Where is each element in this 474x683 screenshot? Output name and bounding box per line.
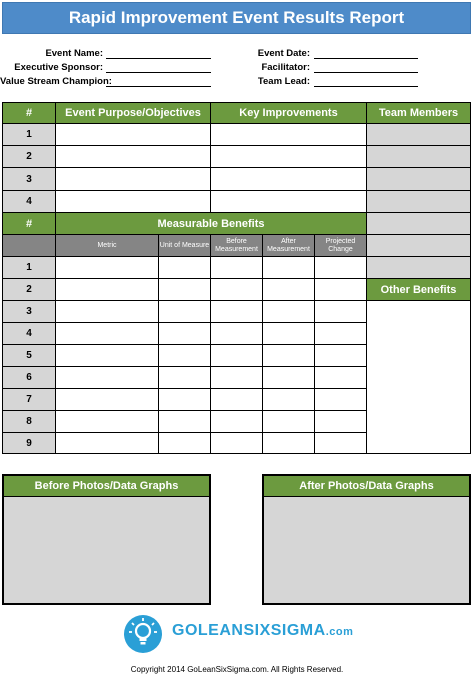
- improvement-cell[interactable]: [210, 190, 367, 213]
- metric-cell[interactable]: [55, 432, 159, 454]
- top-row-number: 4: [2, 190, 56, 213]
- metric-cell[interactable]: [55, 300, 159, 323]
- change-cell[interactable]: [314, 410, 367, 433]
- before-photos-header: Before Photos/Data Graphs: [2, 474, 211, 498]
- purpose-cell[interactable]: [55, 145, 211, 168]
- after-cell[interactable]: [262, 256, 315, 279]
- metric-cell[interactable]: [55, 410, 159, 433]
- event-name-label: Event Name:: [45, 48, 103, 59]
- unit-cell[interactable]: [158, 300, 211, 323]
- executive-sponsor-label: Executive Sponsor:: [14, 62, 103, 73]
- after-cell[interactable]: [262, 366, 315, 389]
- metric-cell[interactable]: [55, 388, 159, 411]
- metric-cell[interactable]: [55, 344, 159, 367]
- benefit-row-number: 4: [2, 322, 56, 345]
- team-member-cell[interactable]: [366, 256, 471, 279]
- change-cell[interactable]: [314, 278, 367, 301]
- facilitator-field[interactable]: [314, 63, 418, 73]
- change-cell[interactable]: [314, 432, 367, 454]
- unit-cell[interactable]: [158, 256, 211, 279]
- top-row-number: 2: [2, 145, 56, 168]
- team-member-cell[interactable]: [366, 145, 471, 168]
- value-stream-champion-label: Value Stream Champion:: [0, 76, 112, 87]
- change-cell[interactable]: [314, 300, 367, 323]
- lightbulb-logo-icon: [124, 615, 162, 653]
- before-cell[interactable]: [210, 300, 263, 323]
- team-lead-field[interactable]: [314, 77, 418, 87]
- change-cell[interactable]: [314, 256, 367, 279]
- before-cell[interactable]: [210, 278, 263, 301]
- unit-cell[interactable]: [158, 410, 211, 433]
- benefit-row-number: 3: [2, 300, 56, 323]
- before-cell[interactable]: [210, 432, 263, 454]
- unit-cell[interactable]: [158, 388, 211, 411]
- brand-suffix: .com: [325, 626, 354, 638]
- before-cell[interactable]: [210, 344, 263, 367]
- improvement-cell[interactable]: [210, 123, 367, 146]
- page-title: Rapid Improvement Event Results Report: [2, 2, 471, 34]
- unit-cell[interactable]: [158, 322, 211, 345]
- event-date-field[interactable]: [314, 49, 418, 59]
- purpose-header: Event Purpose/Objectives: [55, 102, 211, 124]
- change-cell[interactable]: [314, 366, 367, 389]
- benefit-row-number: 2: [2, 278, 56, 301]
- improvement-cell[interactable]: [210, 167, 367, 191]
- before-photos-area[interactable]: [2, 497, 211, 605]
- team-member-cell[interactable]: [366, 167, 471, 191]
- after-cell[interactable]: [262, 300, 315, 323]
- purpose-cell[interactable]: [55, 190, 211, 213]
- after-photos-area[interactable]: [262, 497, 471, 605]
- purpose-cell[interactable]: [55, 167, 211, 191]
- improvements-header: Key Improvements: [210, 102, 367, 124]
- metric-cell[interactable]: [55, 256, 159, 279]
- before-cell[interactable]: [210, 366, 263, 389]
- brand-name: GOLEANSIXSIGMA: [172, 622, 326, 639]
- unit-cell[interactable]: [158, 366, 211, 389]
- after-cell[interactable]: [262, 322, 315, 345]
- top-num-header: #: [2, 102, 56, 124]
- top-row-number: 1: [2, 123, 56, 146]
- other-benefits-header: Other Benefits: [366, 278, 471, 301]
- event-date-label: Event Date:: [257, 48, 310, 59]
- benefits-num-subheader: [2, 234, 56, 257]
- value-stream-champion-field[interactable]: [106, 77, 211, 87]
- before-measurement-subheader: Before Measurement: [210, 234, 263, 257]
- before-cell[interactable]: [210, 410, 263, 433]
- change-cell[interactable]: [314, 344, 367, 367]
- team-member-cell[interactable]: [366, 190, 471, 213]
- other-benefits-area[interactable]: [366, 300, 471, 454]
- change-cell[interactable]: [314, 322, 367, 345]
- change-cell[interactable]: [314, 388, 367, 411]
- team-lead-label: Team Lead:: [257, 76, 310, 87]
- team-member-cell[interactable]: [366, 212, 471, 235]
- metric-cell[interactable]: [55, 322, 159, 345]
- improvement-cell[interactable]: [210, 145, 367, 168]
- executive-sponsor-field[interactable]: [106, 63, 211, 73]
- benefits-num-header: #: [2, 212, 56, 235]
- brand-logo: [172, 622, 353, 640]
- facilitator-label: Facilitator:: [261, 62, 310, 73]
- team-members-header: Team Members: [366, 102, 471, 124]
- projected-change-subheader: Projected Change: [314, 234, 367, 257]
- after-cell[interactable]: [262, 278, 315, 301]
- unit-cell[interactable]: [158, 432, 211, 454]
- top-row-number: 3: [2, 167, 56, 191]
- after-cell[interactable]: [262, 344, 315, 367]
- purpose-cell[interactable]: [55, 123, 211, 146]
- unit-of-measure-subheader: Unit of Measure: [158, 234, 211, 257]
- before-cell[interactable]: [210, 322, 263, 345]
- after-cell[interactable]: [262, 388, 315, 411]
- after-cell[interactable]: [262, 410, 315, 433]
- after-photos-header: After Photos/Data Graphs: [262, 474, 471, 498]
- benefit-row-number: 7: [2, 388, 56, 411]
- team-member-cell[interactable]: [366, 234, 471, 257]
- after-cell[interactable]: [262, 432, 315, 454]
- metric-subheader: Metric: [55, 234, 159, 257]
- unit-cell[interactable]: [158, 344, 211, 367]
- benefit-row-number: 1: [2, 256, 56, 279]
- measurable-benefits-header: Measurable Benefits: [55, 212, 367, 235]
- event-name-field[interactable]: [106, 49, 211, 59]
- benefit-row-number: 9: [2, 432, 56, 454]
- unit-cell[interactable]: [158, 278, 211, 301]
- benefit-row-number: 6: [2, 366, 56, 389]
- benefit-row-number: 5: [2, 344, 56, 367]
- before-cell[interactable]: [210, 256, 263, 279]
- benefit-row-number: 8: [2, 410, 56, 433]
- copyright-notice: Copyright 2014 GoLeanSixSigma.com. All Rights Reserved.: [130, 665, 344, 674]
- team-member-cell[interactable]: [366, 123, 471, 146]
- before-cell[interactable]: [210, 388, 263, 411]
- metric-cell[interactable]: [55, 278, 159, 301]
- after-measurement-subheader: After Measurement: [262, 234, 315, 257]
- metric-cell[interactable]: [55, 366, 159, 389]
